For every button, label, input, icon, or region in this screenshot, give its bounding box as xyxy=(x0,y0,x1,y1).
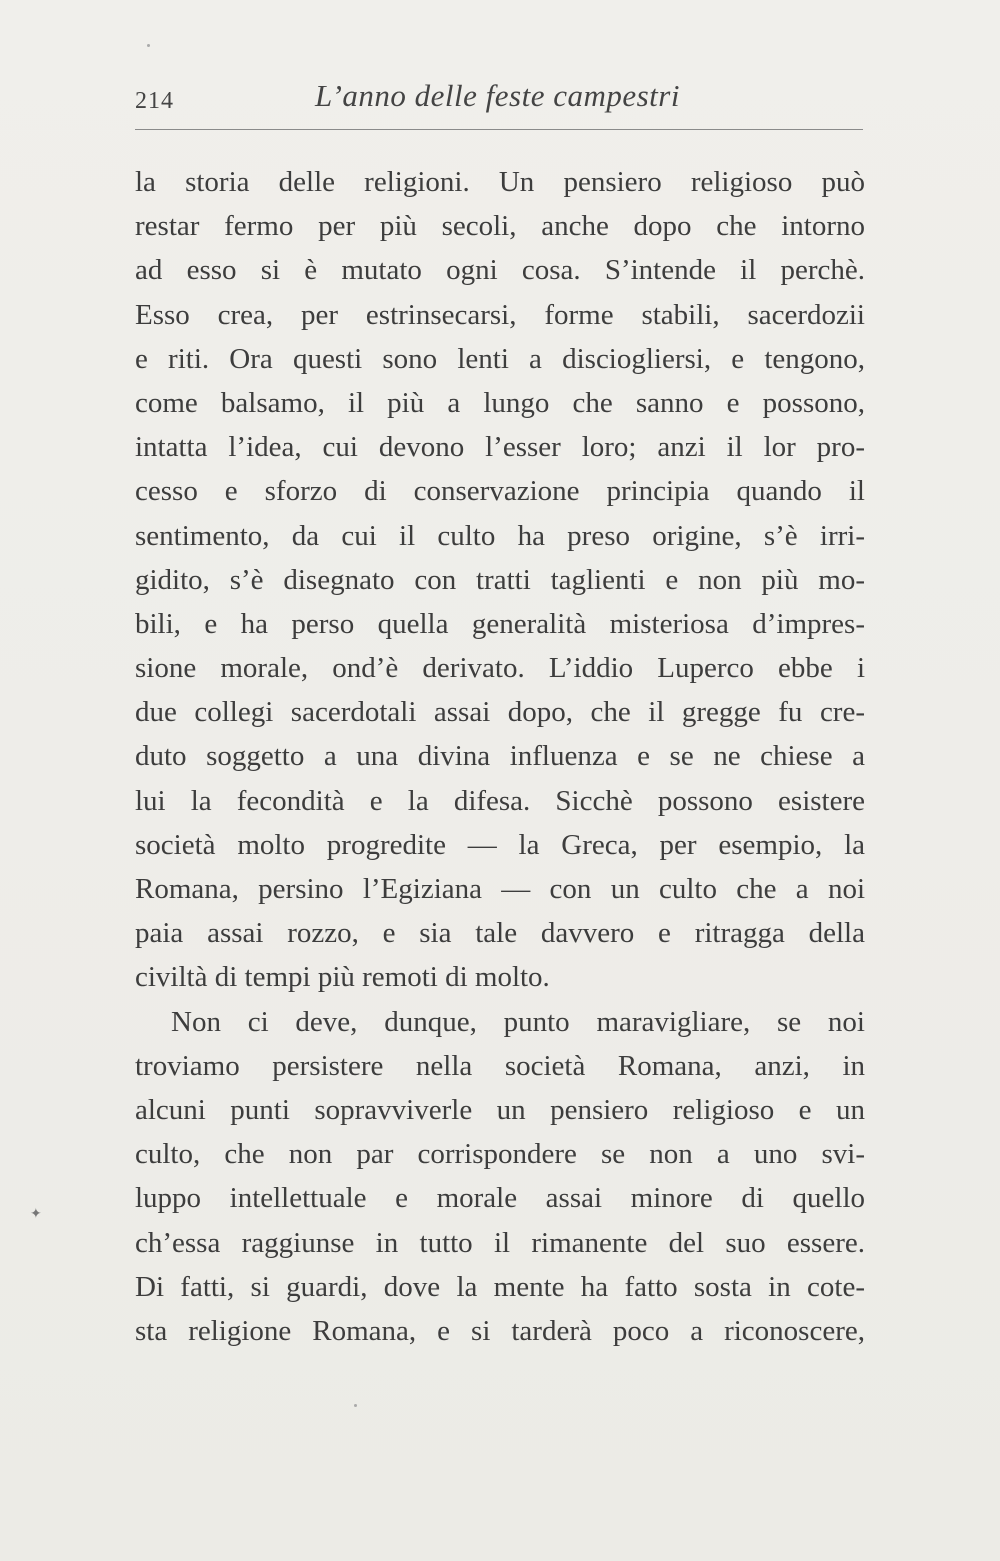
text-line: sione morale, ond’è derivato. L’iddio Luperco ebbe i xyxy=(135,652,865,685)
text-line: Romana, persino l’Egiziana — con un culto che a noi xyxy=(135,873,865,905)
text-line: Esso crea, per estrinsecarsi, forme stabili, sacerdozii xyxy=(135,298,865,331)
text-line: restar fermo per più secoli, anche dopo che intorno xyxy=(135,210,865,243)
text-line: intatta l’idea, cui devono l’esser loro; anzi il lor pro- xyxy=(135,431,865,464)
paper-speck xyxy=(147,44,150,47)
running-head xyxy=(135,78,865,118)
text-line: e riti. Ora questi sono lenti a disciogliersi, e tengono, xyxy=(135,342,865,375)
body-text xyxy=(135,160,865,1353)
text-line: sentimento, da cui il culto ha preso origine, s’è irri- xyxy=(135,519,865,552)
text-line: Non ci deve, dunque, punto maravigliare, se noi xyxy=(171,1005,865,1038)
paragraph-2 xyxy=(135,1000,865,1354)
text-line: troviamo persistere nella società Romana, anzi, in xyxy=(135,1049,865,1082)
page-number: 214 xyxy=(135,88,174,114)
text-line: paia assai rozzo, e sia tale davvero e ritragga della xyxy=(135,917,865,950)
text-line: come balsamo, il più a lungo che sanno e possono, xyxy=(135,386,865,419)
text-line: sta religione Romana, e si tarderà poco a riconoscere, xyxy=(135,1314,865,1347)
text-line: due collegi sacerdotali assai dopo, che il gregge fu cre- xyxy=(135,696,865,729)
margin-speck: ✦ xyxy=(30,1207,42,1222)
paper-speck xyxy=(354,1404,357,1407)
header-rule xyxy=(135,129,863,130)
text-line: lui la fecondità e la difesa. Sicchè possono esistere xyxy=(135,784,865,817)
text-line: società molto progredite — la Greca, per esempio, la xyxy=(135,828,865,861)
text-line: bili, e ha perso quella generalità misteriosa d’impres- xyxy=(135,607,865,640)
text-line: Di fatti, si guardi, dove la mente ha fatto sosta in cote- xyxy=(135,1270,865,1303)
text-line: alcuni punti sopravviverle un pensiero religioso e un xyxy=(135,1093,865,1126)
text-line: la storia delle religioni. Un pensiero religioso può xyxy=(135,166,865,198)
text-line: culto, che non par corrispondere se non a uno svi- xyxy=(135,1138,865,1171)
running-title: L’anno delle feste campestri xyxy=(315,78,680,113)
text-line: duto soggetto a una divina influenza e se ne chiese a xyxy=(135,740,865,773)
text-line: cesso e sforzo di conservazione principia quando il xyxy=(135,475,865,508)
text-line: ch’essa raggiunse in tutto il rimanente del suo essere. xyxy=(135,1226,865,1259)
text-line: gidito, s’è disegnato con tratti taglienti e non più mo- xyxy=(135,563,865,596)
paragraph-1 xyxy=(135,160,865,1000)
text-line: civiltà di tempi più remoti di molto. xyxy=(135,961,550,994)
text-line: ad esso si è mutato ogni cosa. S’intende il perchè. xyxy=(135,254,865,287)
text-line: luppo intellettuale e morale assai minore di quello xyxy=(135,1182,865,1215)
